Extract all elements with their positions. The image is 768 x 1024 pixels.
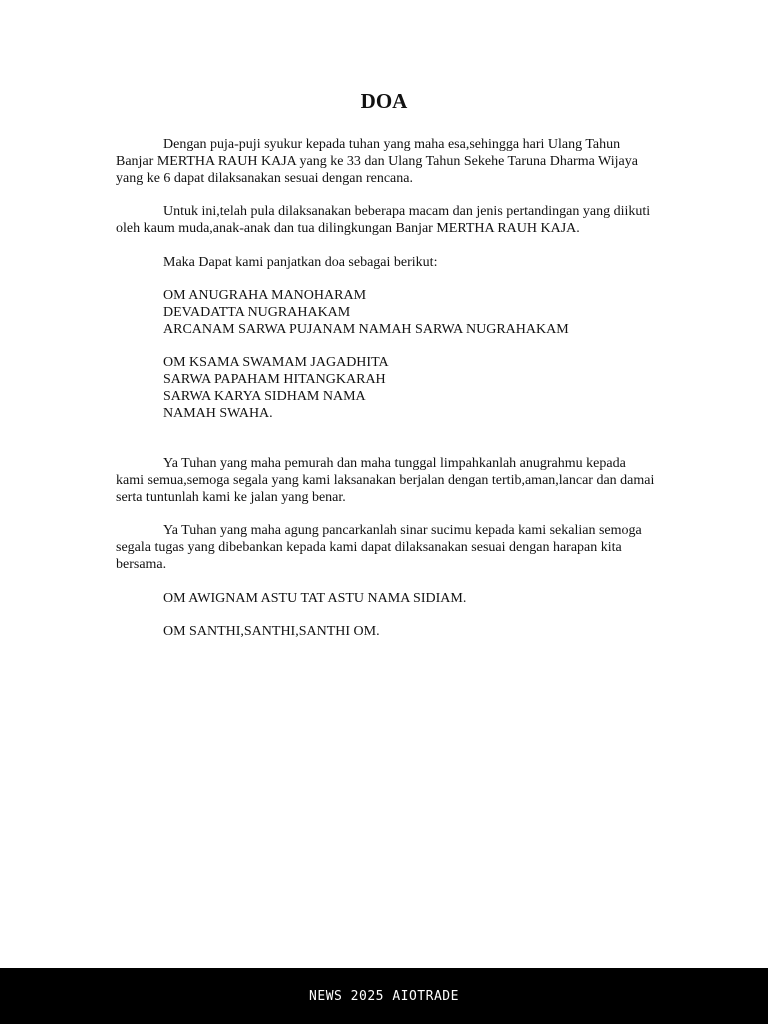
paragraph-blessing: Ya Tuhan yang maha pemurah dan maha tunggal limpahkanlah anugrahmu kepada kami semua,semoga segala yang kami laksanakan berjalan dengan tertib,aman,lancar dan damai serta tuntunlah kami ke jalan yang benar. <box>116 456 655 505</box>
mantra-line: SARWA KARYA SIDHAM NAMA <box>163 388 366 404</box>
mantra-line: ARCANAM SARWA PUJANAM NAMAH SARWA NUGRAHAKAM <box>163 321 569 337</box>
paragraph-prayer-lead: Maka Dapat kami panjatkan doa sebagai berikut: <box>163 254 438 270</box>
spacer <box>116 439 656 456</box>
mantra-line: NAMAH SWAHA. <box>163 405 273 421</box>
footer-label: NEWS 2025 AIOTRADE <box>309 988 459 1004</box>
mantra-line: OM KSAMA SWAMAM JAGADHITA <box>163 355 389 371</box>
closing-mantra-2: OM SANTHI,SANTHI,SANTHI OM. <box>163 624 380 640</box>
document-title: DOA <box>360 89 408 113</box>
document-body <box>116 137 656 658</box>
closing-mantra-1: OM AWIGNAM ASTU TAT ASTU NAMA SIDIAM. <box>163 590 467 606</box>
paragraph-intro: Dengan puja-puji syukur kepada tuhan yang maha esa,sehingga hari Ulang Tahun Banjar MERTHA RAUH KAJA yang ke 33 dan Ulang Tahun Sekehe Taruna Dharma Wijaya yang ke 6 dapat dilaksanakan sesuai dengan rencana. <box>116 137 638 186</box>
mantra-line: OM ANUGRAHA MANOHARAM <box>163 288 367 304</box>
mantra-block-2 <box>116 355 656 422</box>
mantra-block-1 <box>116 288 656 338</box>
mantra-line: DEVADATTA NUGRAHAKAM <box>163 304 351 320</box>
mantra-line: SARWA PAPAHAM HITANGKARAH <box>163 372 386 388</box>
paragraph-competitions: Untuk ini,telah pula dilaksanakan beberapa macam dan jenis pertandingan yang diikuti oleh kaum muda,anak-anak dan tua dilingkungan Banjar MERTHA RAUH KAJA. <box>116 204 651 236</box>
footer-bar <box>0 968 768 1024</box>
paragraph-light: Ya Tuhan yang maha agung pancarkanlah sinar sucimu kepada kami sekalian semoga segala tugas yang dibebankan kepada kami dapat dilaksanakan sesuai dengan harapan kita bersama. <box>116 523 642 572</box>
